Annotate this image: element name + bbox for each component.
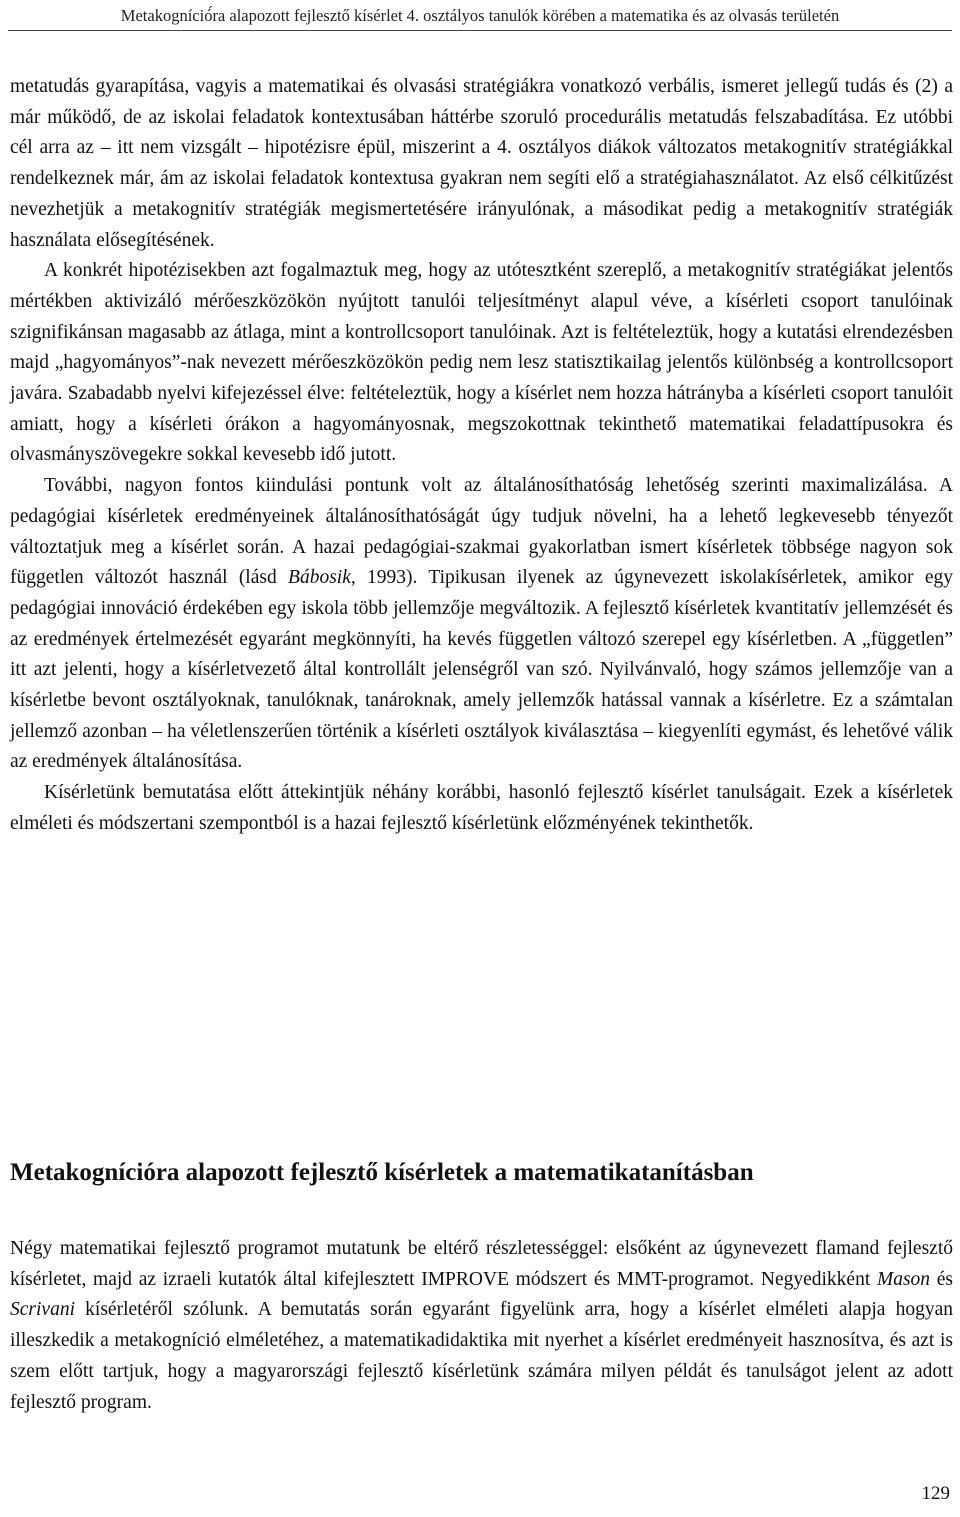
author-name-scrivani: Scrivani: [10, 1299, 75, 1321]
paragraph-4: Kísérletünk bemutatása előtt áttekintjük néhány korábbi, hasonló fejlesztő kísérlet tanulságait. Ezek a kísérletek elméleti és módszertani szempontból is a hazai fejlesztő kísérletünk előzményének tekinthetők.: [10, 782, 953, 834]
section-body-text: [10, 1234, 953, 1418]
paragraph-5-conjunction: és: [930, 1268, 953, 1290]
paragraph-5-text-b: kísérletéről szólunk. A bemutatás során egyaránt figyelünk arra, hogy a kísérlet elméleti alapja hogyan illeszkedik a metakogníció elméletéhez, a matematikadidaktika mit nyerhet a kísérlet eredményeit hasznosítva, és azt is szem előtt tartjuk, hogy a magyarországi fejlesztő kísérletünk számára milyen példát és tanulságot jelent az adott fejlesztő program.: [10, 1299, 953, 1413]
paragraph-3-text-a: További, nagyon fontos kiindulási pontunk volt az általánosíthatóság lehetőség szerinti maximalizálása. A pedagógiai kísérletek eredményeinek általánosíthatóságát úgy tudjuk növelni, ha a lehető legkevesebb tényezőt változtatjuk meg a kísérlet során. A hazai pedagógiai-szakmai gyakorlatban ismert kísérletek többsége nagyon sok független változót használ (lásd: [10, 475, 953, 589]
page-number: 129: [921, 1483, 950, 1504]
body-text-block: [10, 72, 953, 840]
paragraph-3-text-b: , 1993). Tipikusan ilyenek az úgynevezett iskolakísérletek, amikor egy pedagógiai innováció érdekében egy iskola több jellemzője megváltozik. A fejlesztő kísérletek kvantitatív jellemzését és az eredmények értelmezését egyaránt megkönnyíti, ha kevés független változó szerepel egy kísérletben. A „független” itt azt jelenti, hogy a kísérletvezető által kontrollált jelenségről van szó. Nyilvánvaló, hogy számos jellemzője van a kísérletbe bevont osztályoknak, tanulóknak, tanároknak, amely jellemzők hatással vannak a kísérletre. Ez a számtalan jellemző azonban – ha véletlenszerűen történik a kísérleti osztályok kiválasztása – kiegyenlíti egymást, és lehetővé válik az eredmények általánosítása.: [10, 567, 953, 773]
paragraph-5-text-a: Négy matematikai fejlesztő programot mutatunk be eltérő részletességgel: elsőként az úgynevezett flamand fejlesztő kísérletet, majd az izraeli kutatók által kifejlesztett IMPROVE módszert és MMT-programot. Negyedikként: [10, 1238, 953, 1290]
running-header: Metakogníció́ra alapozott fejlesztő kísérlet 4. osztályos tanulók körében a matematika és az olvasás területén: [120, 6, 840, 25]
paragraph-1: metatudás gyarapítása, vagyis a matematikai és olvasási stratégiákra vonatkozó verbális, ismeret jellegű tudás és (2) a már működő, de az iskolai feladatok kontextusában háttérbe szoruló procedurális metatudás felszabadítása. Ez utóbbi cél arra az – itt nem vizsgált – hipotézisre épül, miszerint a 4. osztályos diákok változatos metakognitív stratégiákkal rendelkeznek már, ám az iskolai feladatok kontextusa gyakran nem segíti elő a stratégiahasználatot. Az első célkitűzést nevezhetjük a metakognitív stratégiák megismertetésére irányulónak, a másodikat pedig a metakognitív stratégiák használata elősegítésének.: [10, 76, 953, 251]
paragraph-2: A konkrét hipotézisekben azt fogalmaztuk meg, hogy az utótesztként szereplő, a metakognitív stratégiákat jelentős mértékben aktivizáló mérőeszközökön nyújtott tanulói teljesítményt alapul véve, a kísérleti csoport tanulóinak szignifikánsan magasabb az átlaga, mint a kontrollcsoport tanulóinak. Azt is feltételeztük, hogy a kutatási elrendezésben majd „hagyományos”-nak nevezett mérőeszközökön pedig nem lesz statisztikailag jelentős különbség a kontrollcsoport javára. Szabadabb nyelvi kifejezéssel élve: feltételeztük, hogy a kísérlet nem hozza hátrányba a kísérleti csoport tanulóit amiatt, hogy a kísérleti órákon a hagyományosnak, megszokottnak tekinthető matematikai feladattípusokra és olvasmányszövegekre sokkal kevesebb idő jutott.: [10, 260, 953, 466]
citation-author: Bábosik: [288, 567, 351, 589]
header-rule: [8, 30, 952, 31]
paragraph-3: [10, 471, 953, 778]
author-name-mason: Mason: [876, 1268, 931, 1290]
paragraph-5: [10, 1234, 953, 1418]
section-heading: Metakognícióra alapozott fejlesztő kísérletek a matematikatanításban: [10, 1159, 754, 1186]
